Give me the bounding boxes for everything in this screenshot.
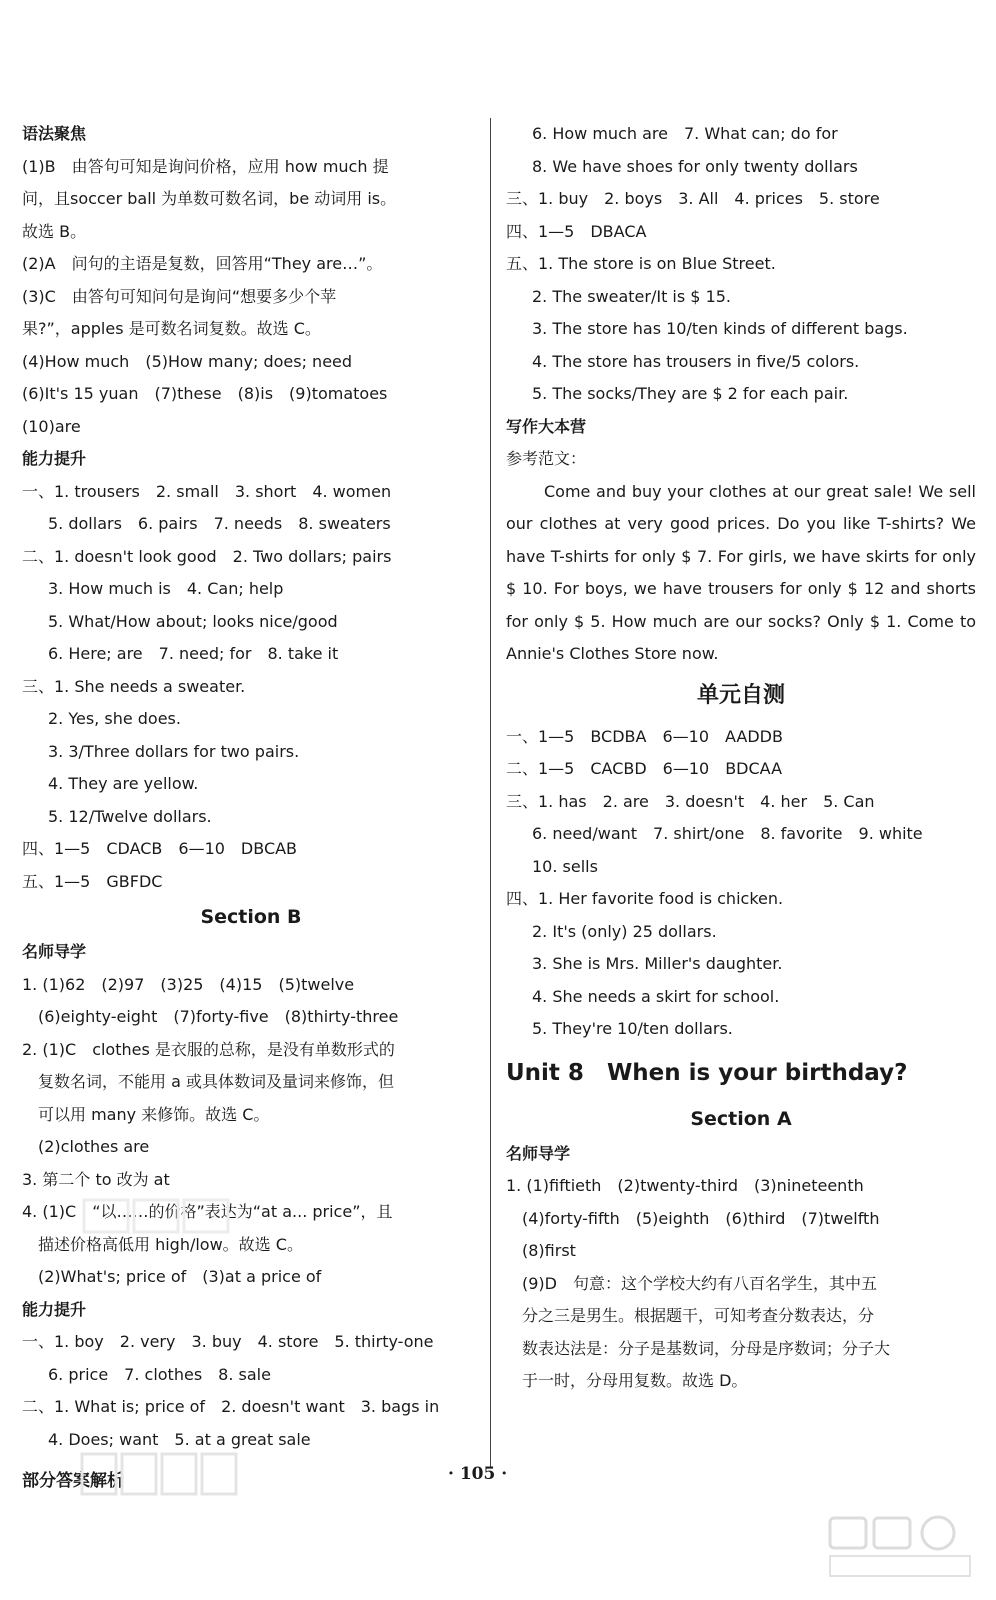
answer-line: 描述价格高低用 high/low。故选 C。 [22,1234,303,1254]
sample-essay: Come and buy your clothes at our great sale! We sell our clothes at very good prices. Do you like T-shirts? We have T-shirts for only $ 7. For girls, we have skirts for only $ 10. For boys, we have trousers for only $ 12 and shorts for only $ 5. How much are our socks? Only $ 1. Come to Annie's Clothes Store now. [506,481,976,663]
answer-line: 5. They're 10/ten dollars. [532,1019,733,1038]
answer-line: (3)C 由答句可知问句是询问“想要多少个苹 [22,286,337,306]
answer-line: 于一时，分母用复数。故选 D。 [506,1371,748,1390]
answer-line: 1. (1)62 (2)97 (3)25 (4)15 (5)twelve [22,974,355,994]
answer-line: 4. (1)C “以……的价格”表达为“at a... price”，且 [22,1202,393,1221]
answer-line: 二、1. doesn't look good 2. Two dollars; pairs [22,546,392,566]
answer-line: 五、1—5 GBFDC [22,871,163,891]
answer-line: 3. 第二个 to 改为 at [22,1169,170,1189]
answer-line: 一、1—5 BCDBA 6—10 AADDB [506,726,783,746]
answer-line: 故选 B。 [22,221,87,241]
answer-line: 4. She needs a skirt for school. [532,986,780,1006]
answer-line: 三、1. has 2. are 3. doesn't 4. her 5. Can [506,791,875,811]
answer-line: (8)first [506,1241,576,1260]
answer-line: 四、1—5 CDACB 6—10 DBCAB [22,839,298,858]
answer-line: 二、1—5 CACBD 6—10 BDCAA [506,759,783,778]
answer-line: 6. price 7. clothes 8. sale [48,1364,271,1384]
watermark-logo-icon [826,1512,976,1582]
answer-line: 3. How much is 4. Can; help [48,579,284,598]
section-heading: 能力提升 [22,1299,87,1319]
section-title: Section A [690,1107,792,1130]
answer-line: 三、1. buy 2. boys 3. All 4. prices 5. store [506,189,880,208]
section-heading: 语法聚焦 [22,124,87,143]
answer-line: 10. sells [532,856,598,876]
answer-line: 6. need/want 7. shirt/one 8. favorite 9. white [532,824,923,843]
answer-line: (6)eighty-eight (7)forty-five (8)thirty-three [22,1007,399,1026]
chapter-title: 单元自测 [696,682,785,708]
answer-line: 5. The socks/They are $ 2 for each pair. [532,384,849,403]
watermark-stamp-icon [80,1450,240,1500]
answer-line: (6)It's 15 yuan (7)these (8)is (9)tomatoes [22,384,388,403]
answer-line: 3. The store has 10/ten kinds of different bags. [532,319,908,338]
answer-line: (4)forty-fifth (5)eighth (6)third (7)twelfth [506,1208,880,1228]
answer-line: 问，且soccer ball 为单数可数名词，be 动词用 is。 [22,189,397,208]
answer-line: 果?”，apples 是可数名词复数。故选 C。 [22,319,321,338]
answer-line: 四、1—5 DBACA [506,221,647,241]
answer-line: (2)clothes are [22,1137,150,1156]
answer-line: 4. The store has trousers in five/5 colors. [532,351,860,371]
answer-line: 6. Here; are 7. need; for 8. take it [48,644,339,663]
answer-line: 2. It's (only) 25 dollars. [532,921,717,941]
answer-line: 5. 12/Twelve dollars. [48,806,212,826]
answer-line: 4. Does; want 5. at a great sale [48,1429,311,1449]
answer-line: 可以用 many 来修饰。故选 C。 [22,1104,270,1124]
answer-line: 5. dollars 6. pairs 7. needs 8. sweaters [48,514,391,533]
answer-line: 2. The sweater/It is $ 15. [532,286,732,306]
answer-line: 6. How much are 7. What can; do for [532,124,838,143]
answer-line: (4)How much (5)How many; does; need [22,351,353,371]
section-heading: 写作大本营 [506,416,587,436]
answer-line: 参考范文： [506,449,587,468]
answer-line: (9)D 句意：这个学校大约有八百名学生，其中五 [506,1273,877,1293]
answer-line: 3. She is Mrs. Miller's daughter. [532,954,783,973]
answer-line: (10)are [22,416,81,436]
section-heading: 能力提升 [22,449,87,468]
answer-line: 2. (1)C clothes 是衣服的总称，是没有单数形式的 [22,1039,395,1059]
answer-line: 复数名词，不能用 a 或具体数词及量词来修饰，但 [22,1072,394,1091]
answer-line: 8. We have shoes for only twenty dollars [532,156,858,176]
answer-line: 五、1. The store is on Blue Street. [506,254,776,273]
answer-line: 2. Yes, she does. [48,709,181,728]
section-heading: 名师导学 [22,942,87,961]
column-divider [490,118,491,1468]
answer-line: 三、1. She needs a sweater. [22,676,246,696]
footer-section-label: 部分答案解析 [22,1471,124,1491]
watermark-faint-icon [82,1196,232,1236]
answer-line: (2)A 问句的主语是复数，回答用“They are…”。 [22,254,383,273]
answer-line: 一、1. trousers 2. small 3. short 4. women [22,481,392,501]
left-column [22,118,480,1456]
answer-line: 数表达法是：分子是基数词，分母是序数词；分子大 [506,1338,891,1358]
section-title: Section B [200,906,302,928]
answer-line: (1)B 由答句可知是询问价格，应用 how much 提 [22,156,389,176]
answer-line: 1. (1)fiftieth (2)twenty-third (3)nineteenth [506,1176,864,1195]
answer-line: 一、1. boy 2. very 3. buy 4. store 5. thirty-one [22,1332,434,1351]
answer-line: 二、1. What is; price of 2. doesn't want 3. bags in [22,1397,440,1416]
page-number: · 105 · [448,1464,508,1484]
answer-line: 分之三是男生。根据题干，可知考查分数表达，分 [506,1306,875,1325]
answer-line: (2)What's; price of (3)at a price of [22,1267,322,1286]
unit-title: Unit 8 When is your birthday? [506,1059,908,1086]
section-heading: 名师导学 [506,1143,571,1163]
right-column [506,118,976,1398]
answer-line: 5. What/How about; looks nice/good [48,611,338,631]
answer-line: 3. 3/Three dollars for two pairs. [48,741,300,761]
answer-line: 4. They are yellow. [48,774,199,793]
answer-line: 四、1. Her favorite food is chicken. [506,889,784,908]
